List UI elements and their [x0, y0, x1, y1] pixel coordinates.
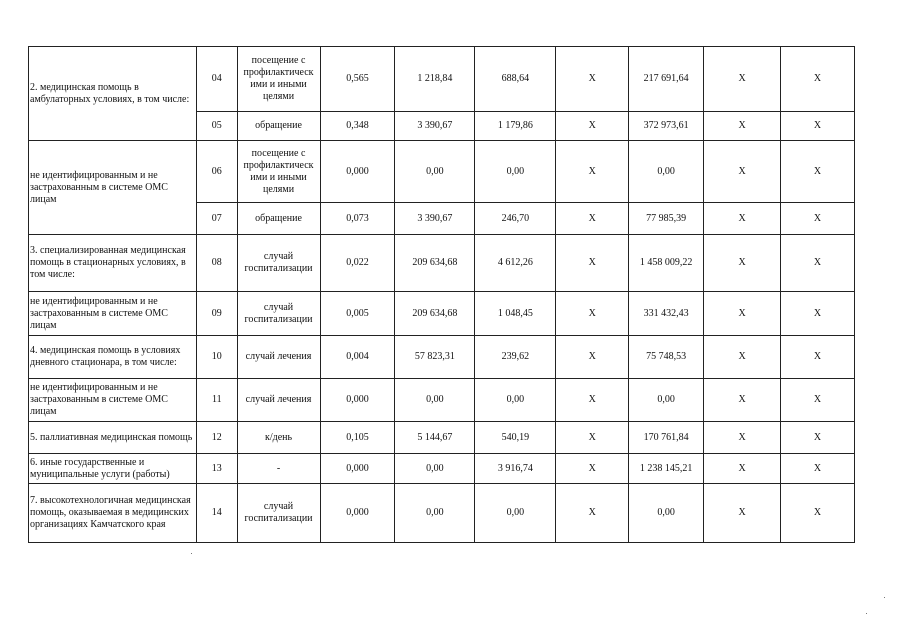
cell-v4: Х [556, 235, 629, 292]
cell-v2: 209 634,68 [395, 292, 475, 336]
cell-v3: 0,00 [475, 379, 556, 422]
cell-v4: Х [556, 379, 629, 422]
cell-v7: Х [781, 47, 855, 112]
cell-v4: Х [556, 454, 629, 484]
cell-v6: Х [704, 379, 781, 422]
row-code: 08 [197, 235, 237, 292]
table-row [29, 379, 855, 422]
row-unit: случай госпитализации [237, 235, 320, 292]
cell-v6: Х [704, 203, 781, 235]
cell-v6: Х [704, 292, 781, 336]
cell-v1: 0,348 [320, 112, 395, 141]
cell-v7: Х [781, 292, 855, 336]
cell-v2: 0,00 [395, 484, 475, 543]
cell-v1: 0,000 [320, 454, 395, 484]
row-unit: обращение [237, 203, 320, 235]
row-name: не идентифицированным и не застрахованным в системе ОМС лицам [29, 141, 197, 235]
cell-v2: 0,00 [395, 379, 475, 422]
scan-speck [191, 553, 192, 554]
cell-v6: Х [704, 336, 781, 379]
cell-v5: 0,00 [629, 484, 704, 543]
table-row [29, 141, 855, 203]
cell-v2: 0,00 [395, 141, 475, 203]
cell-v6: Х [704, 141, 781, 203]
row-code: 13 [197, 454, 237, 484]
row-name: не идентифицированным и не застрахованным в системе ОМС лицам [29, 379, 197, 422]
row-unit: к/день [237, 422, 320, 454]
cell-v2: 57 823,31 [395, 336, 475, 379]
row-code: 04 [197, 47, 237, 112]
table-row [29, 454, 855, 484]
cell-v1: 0,000 [320, 484, 395, 543]
row-name: 3. специализированная медицинская помощь в стационарных условиях, в том числе: [29, 235, 197, 292]
cell-v3: 0,00 [475, 484, 556, 543]
cell-v1: 0,073 [320, 203, 395, 235]
row-name: 7. высокотехнологичная медицинская помощь, оказываемая в медицинских организациях Камчатского края [29, 484, 197, 543]
cell-v2: 209 634,68 [395, 235, 475, 292]
row-name: 2. медицинская помощь в амбулаторных условиях, в том числе: [29, 47, 197, 141]
cell-v6: Х [704, 422, 781, 454]
cell-v6: Х [704, 112, 781, 141]
cell-v2: 3 390,67 [395, 112, 475, 141]
cell-v5: 0,00 [629, 379, 704, 422]
cell-v1: 0,565 [320, 47, 395, 112]
cell-v7: Х [781, 379, 855, 422]
cell-v4: Х [556, 336, 629, 379]
cell-v3: 688,64 [475, 47, 556, 112]
row-code: 14 [197, 484, 237, 543]
row-code: 09 [197, 292, 237, 336]
cell-v5: 331 432,43 [629, 292, 704, 336]
cell-v5: 75 748,53 [629, 336, 704, 379]
cell-v4: Х [556, 112, 629, 141]
row-unit: случай госпитализации [237, 292, 320, 336]
cell-v7: Х [781, 422, 855, 454]
row-code: 05 [197, 112, 237, 141]
cell-v4: Х [556, 141, 629, 203]
row-unit: - [237, 454, 320, 484]
row-code: 11 [197, 379, 237, 422]
cell-v3: 4 612,26 [475, 235, 556, 292]
cell-v5: 1 238 145,21 [629, 454, 704, 484]
row-name: 5. паллиативная медицинская помощь [29, 422, 197, 454]
cell-v7: Х [781, 203, 855, 235]
cell-v3: 1 048,45 [475, 292, 556, 336]
cell-v2: 1 218,84 [395, 47, 475, 112]
row-unit: обращение [237, 112, 320, 141]
row-name: не идентифицированным и не застрахованным в системе ОМС лицам [29, 292, 197, 336]
row-unit: случай госпитализации [237, 484, 320, 543]
cell-v5: 217 691,64 [629, 47, 704, 112]
cell-v5: 1 458 009,22 [629, 235, 704, 292]
cell-v1: 0,000 [320, 379, 395, 422]
cell-v4: Х [556, 292, 629, 336]
row-unit: посещение с профилактическ ими и иными целями [237, 47, 320, 112]
cell-v3: 1 179,86 [475, 112, 556, 141]
cell-v7: Х [781, 141, 855, 203]
cell-v7: Х [781, 454, 855, 484]
cell-v7: Х [781, 235, 855, 292]
cell-v6: Х [704, 47, 781, 112]
cell-v7: Х [781, 336, 855, 379]
cell-v1: 0,105 [320, 422, 395, 454]
cell-v1: 0,004 [320, 336, 395, 379]
row-code: 10 [197, 336, 237, 379]
cell-v7: Х [781, 112, 855, 141]
cell-v5: 170 761,84 [629, 422, 704, 454]
cell-v2: 0,00 [395, 454, 475, 484]
data-table [28, 46, 855, 543]
cell-v1: 0,022 [320, 235, 395, 292]
cell-v2: 3 390,67 [395, 203, 475, 235]
row-unit: посещение с профилактическ ими и иными целями [237, 141, 320, 203]
cell-v2: 5 144,67 [395, 422, 475, 454]
row-name: 4. медицинская помощь в условиях дневного стационара, в том числе: [29, 336, 197, 379]
table-row [29, 422, 855, 454]
table-row [29, 235, 855, 292]
row-unit: случай лечения [237, 379, 320, 422]
row-code: 06 [197, 141, 237, 203]
row-unit: случай лечения [237, 336, 320, 379]
table-row [29, 292, 855, 336]
cell-v3: 0,00 [475, 141, 556, 203]
row-name: 6. иные государственные и муниципальные услуги (работы) [29, 454, 197, 484]
table-body [29, 47, 855, 543]
cell-v4: Х [556, 47, 629, 112]
cell-v6: Х [704, 235, 781, 292]
table-row [29, 484, 855, 543]
row-code: 12 [197, 422, 237, 454]
cell-v5: 77 985,39 [629, 203, 704, 235]
cell-v5: 0,00 [629, 141, 704, 203]
scan-speck [866, 613, 867, 614]
table-row [29, 336, 855, 379]
cell-v1: 0,000 [320, 141, 395, 203]
cell-v6: Х [704, 484, 781, 543]
cell-v3: 246,70 [475, 203, 556, 235]
cell-v7: Х [781, 484, 855, 543]
cell-v5: 372 973,61 [629, 112, 704, 141]
row-code: 07 [197, 203, 237, 235]
cell-v1: 0,005 [320, 292, 395, 336]
cell-v3: 239,62 [475, 336, 556, 379]
table-row [29, 47, 855, 112]
scan-speck [884, 597, 885, 598]
cell-v3: 3 916,74 [475, 454, 556, 484]
cell-v4: Х [556, 484, 629, 543]
cell-v4: Х [556, 203, 629, 235]
cell-v6: Х [704, 454, 781, 484]
cell-v3: 540,19 [475, 422, 556, 454]
cell-v4: Х [556, 422, 629, 454]
